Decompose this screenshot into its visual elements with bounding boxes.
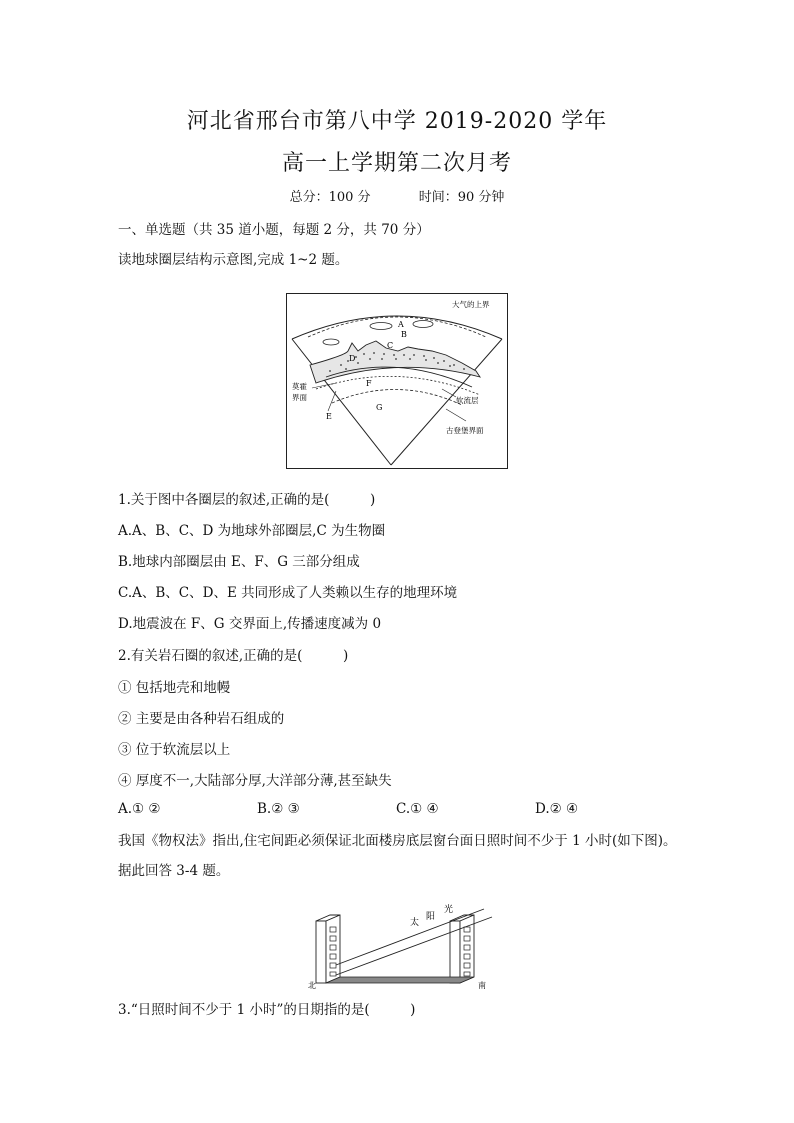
q1-option-a: A.A、B、C、D 为地球外部圈层,C 为生物圈	[118, 523, 386, 539]
q3-stem: 3.“日照时间不少于 1 小时”的日期指的是( )	[118, 1002, 416, 1018]
q2-choice-c: C.① ④	[396, 801, 439, 817]
sun-char-3: 光	[444, 905, 454, 915]
sun-char-2: 阳	[426, 912, 436, 922]
q2-choice-d: D.② ④	[535, 801, 579, 817]
exam-title-line2: 高一上学期第二次月考	[281, 151, 512, 176]
label-moho-2: 界面	[292, 393, 307, 402]
label-D: D	[349, 354, 356, 363]
label-south: 南	[478, 981, 486, 990]
section-heading: 一、单选题（共 35 道小题，每题 2 分，共 70 分）	[118, 222, 430, 238]
label-gutenberg: 古登堡界面	[446, 426, 484, 435]
figure2-intro: 我国《物权法》指出,住宅间距必须保证北面楼房底层窗台面日照时间不少于 1 小时(如下图)。据此回答 3-4 题。	[118, 833, 677, 879]
label-C: C	[387, 341, 394, 350]
label-north: 北	[308, 981, 316, 990]
label-B: B	[401, 330, 407, 339]
q2-item-2: ② 主要是由各种岩石组成的	[118, 711, 285, 727]
q2-choice-a: A.① ②	[118, 801, 161, 817]
label-F: F	[366, 379, 372, 388]
total-score: 总分：100 分	[289, 190, 371, 205]
figure1-intro: 读地球圈层结构示意图,完成 1~2 题。	[118, 252, 349, 268]
label-moho-1: 莫霍	[292, 382, 307, 391]
time-limit: 时间：90 分钟	[418, 190, 505, 205]
building-sunlight-diagram	[300, 903, 500, 991]
exam-title-line1: 河北省邢台市第八中学 2019-2020 学年	[186, 109, 608, 134]
q1-option-b: B.地球内部圈层由 E、F、G 三部分组成	[118, 554, 360, 570]
q2-stem: 2.有关岩石圈的叙述,正确的是( )	[118, 648, 349, 664]
q1-option-c: C.A、B、C、D、E 共同形成了人类赖以生存的地理环境	[118, 585, 458, 601]
sun-char-1: 太	[410, 918, 420, 928]
label-asthenosphere: 软流层	[456, 396, 479, 405]
label-A: A	[398, 320, 404, 329]
label-E: E	[326, 412, 332, 421]
earth-layers-diagram	[286, 293, 508, 469]
q1-stem: 1.关于图中各圈层的叙述,正确的是( )	[118, 492, 376, 508]
q2-item-3: ③ 位于软流层以上	[118, 742, 231, 758]
q2-item-4: ④ 厚度不一,大陆部分厚,大洋部分薄,甚至缺失	[118, 773, 392, 789]
label-G: G	[376, 403, 383, 412]
q2-choice-b: B.② ③	[257, 801, 300, 817]
exam-meta	[0, 186, 794, 205]
q2-item-1: ① 包括地壳和地幔	[118, 680, 231, 696]
q1-option-d: D.地震波在 F、G 交界面上,传播速度减为 0	[118, 616, 382, 632]
label-atmosphere-top: 大气的上界	[452, 300, 490, 309]
